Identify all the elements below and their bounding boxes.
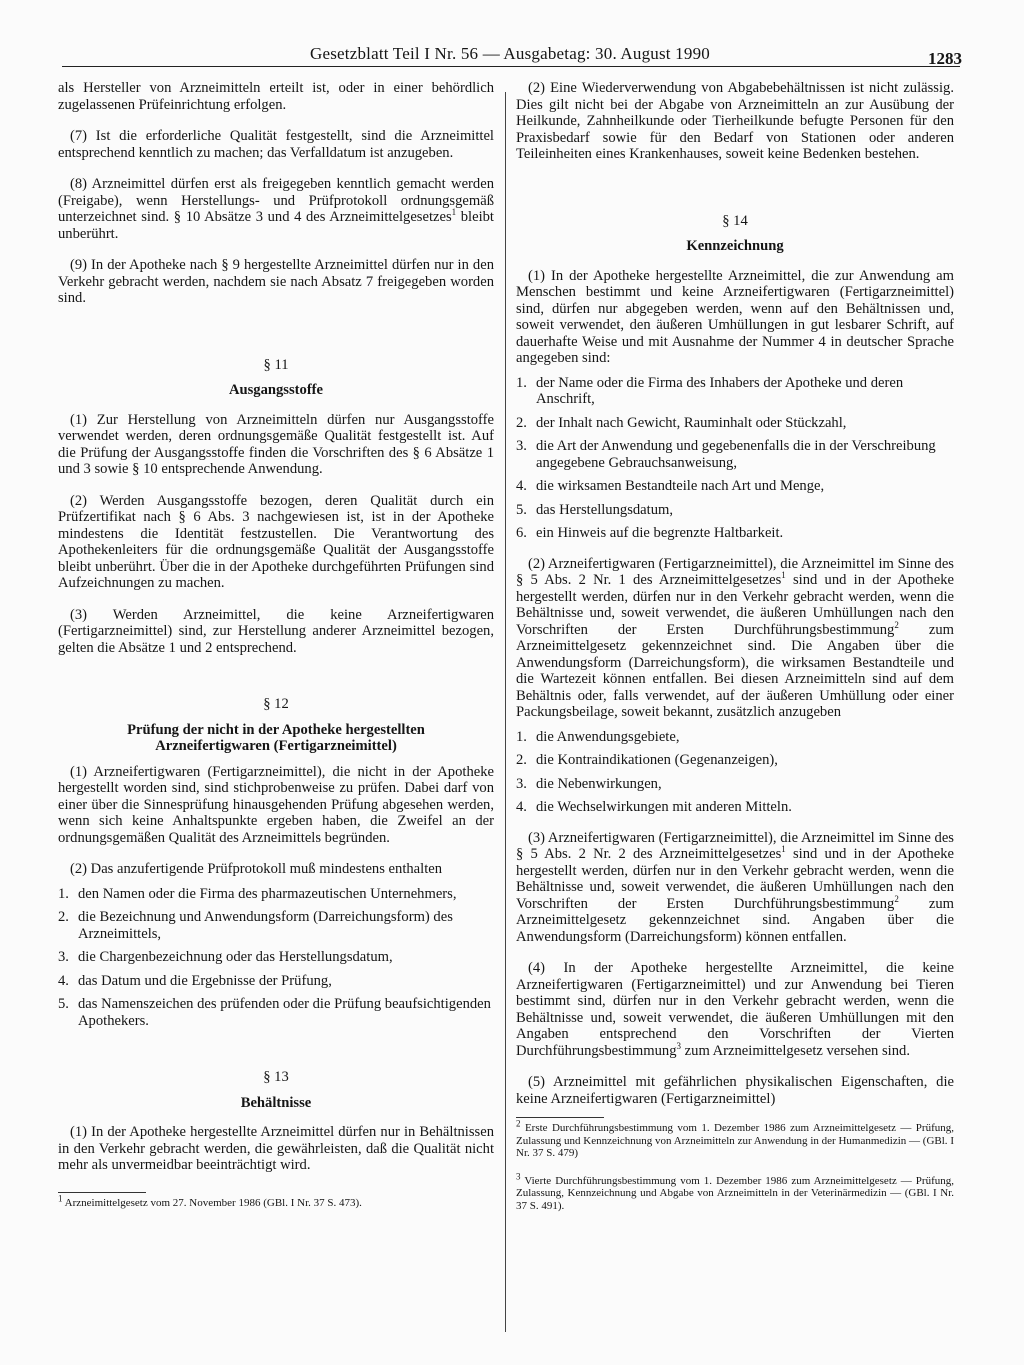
list-14-1 — [516, 375, 954, 542]
paragraph-text: zum Arzneimittelgesetz versehen sind. — [681, 1042, 910, 1059]
item-text: die Chargenbezeichnung oder das Herstellungsdatum, — [78, 949, 393, 965]
paragraph-10-7: (7) Ist die erforderliche Qualität festgestellt, sind die Arzneimittel entsprechend kenntlich zu machen; das Verfalldatum ist anzugeben. — [58, 128, 494, 161]
paragraph-11-1: (1) Zur Herstellung von Arzneimitteln dürfen nur Ausgangsstoffe verwendet werden, deren ordnungsgemäße Qualität festgestellt ist. Auf die Prüfung der Ausgangsstoffe finden die Vorschriften des § 6 Absätze 1 und 3 sowie § 10 entsprechende Anwendung. — [58, 411, 494, 477]
footnote-text: Erste Durchführungsbestimmung vom 1. Dezember 1986 zum Arzneimittelgesetz — Prüfung, Zulassung und Kennzeichnung von Arzneimitteln zur Anwendung in der Humanmedizin — (GBl. I Nr. 37 S. 479) — [516, 1122, 955, 1159]
paragraph-13-2: (2) Eine Wiederverwendung von Abgabebehältnissen ist nicht zulässig. Dies gilt nicht bei der Abgabe von Arzneimitteln an zur Ausübung der Heilkunde, Zahnheilkunde oder Tierheilkunde befugte Personen für den Praxisbedarf sowie für den Bedarf von Stationen oder anderen Teileinheiten eines Krankenhauses, soweit keine Bedenken bestehen. — [516, 80, 954, 162]
paragraph-continued: als Hersteller von Arzneimitteln erteilt ist, oder in einer behördlich zugelassenen Prüfeinrichtung erfolgen. — [58, 80, 494, 113]
paragraph-10-9: (9) In der Apotheke nach § 9 hergestellte Arzneimittel dürfen nur in den Verkehr gebracht werden, nachdem sie nach Absatz 7 freigegeben worden sind. — [58, 257, 494, 306]
paragraph-14-1: (1) In der Apotheke hergestellte Arzneimittel, die zur Anwendung am Menschen bestimmt und keine Arzneifertigwaren (Fertigarzneimittel) sind, dürfen nur abgegeben werden, wenn auf den Behältnissen und, soweit verwendet, den äußeren Umhüllungen in gut lesbarer Schrift, auf dauerhafte Weise und mit Ausnahme der Nummer 4 in deutscher Sprache angegeben sind: — [516, 267, 954, 366]
footnote-text: Arzneimittelgesetz vom 27. November 1986 (GBl. I Nr. 37 S. 473). — [64, 1196, 362, 1209]
header-rule — [62, 66, 960, 67]
section-number-11: § 11 — [263, 356, 289, 373]
gazette-title: Gesetzblatt Teil I Nr. 56 — Ausgabetag: 30. August 1990 — [310, 44, 710, 63]
paragraph-14-3 — [516, 830, 954, 946]
footnote-rule — [516, 1117, 604, 1118]
item-text: die Anwendungsgebiete, — [536, 728, 680, 745]
item-number: 2. — [58, 909, 69, 925]
item-text: den Namen oder die Firma des pharmazeutischen Unternehmers, — [78, 885, 457, 902]
list-14-2 — [516, 729, 954, 816]
paragraph-12-1: (1) Arzneifertigwaren (Fertigarzneimittel), die nicht in der Apotheke hergestellt worden sind, sind stichprobenweise zu prüfen. Dabei darf von einer über die Sinnesprüfung hinausgehenden Prüfung abgesehen werden, wenn sich keine Anhaltspunkte ergeben haben, die Zweifel an der ordnungsgemäßen Qualität des Arzneimittels begründen. — [58, 763, 494, 846]
paragraph-14-2 — [516, 556, 954, 721]
paragraph-12-2: (2) Das anzufertigende Prüfprotokoll muß mindestens enthalten — [70, 861, 443, 877]
item-text: das Namenszeichen des prüfenden oder die Prüfung beaufsichtigenden Apothekers. — [78, 996, 491, 1029]
footnote-text: Vierte Durchführungsbestimmung vom 1. Dezember 1986 zum Arzneimittelgesetz — Prüfung, Zulassung, Kennzeichnung und Abgabe von Arzneimitteln in der Veterinärmedizin — (GBl. I Nr. 37 S. 491). — [516, 1174, 955, 1212]
section-title-12: Prüfung der nicht in der Apotheke hergestellten Arzneifertigwaren (Fertigarzneimittel) — [127, 721, 425, 754]
item-number: 3. — [58, 949, 69, 965]
footnote-1 — [58, 1192, 494, 1210]
footnote-mark: 2 — [516, 1118, 521, 1129]
footnote-ref: 3 — [676, 1040, 682, 1051]
section-number-13: § 13 — [263, 1069, 289, 1085]
paragraph-text: (2) Arzneifertigwaren (Fertigarzneimittel), die Arzneimittel im Sinne des § 5 Abs. 2 Nr. 1 des Arzneimittelgesetzes — [516, 555, 954, 588]
item-text: das Herstellungsdatum, — [536, 501, 673, 518]
section-title-14: Kennzeichnung — [686, 238, 784, 254]
item-number: 5. — [516, 501, 527, 518]
item-number: 1. — [516, 728, 527, 745]
list-item — [58, 996, 494, 1029]
list-item — [516, 415, 954, 432]
footnote-rule — [58, 1192, 146, 1193]
paragraph-text: (3) Arzneifertigwaren (Fertigarzneimittel), die Arzneimittel im Sinne des § 5 Abs. 2 Nr. 2 des Arzneimittelgesetzes — [516, 829, 954, 862]
list-item — [516, 375, 954, 408]
item-number: 4. — [516, 478, 527, 494]
item-number: 2. — [516, 414, 527, 431]
item-number: 2. — [516, 752, 527, 768]
list-item — [516, 799, 954, 816]
item-text: die wirksamen Bestandteile nach Art und Menge, — [536, 478, 825, 494]
footnote-3 — [516, 1170, 955, 1213]
paragraph-14-5: (5) Arzneimittel mit gefährlichen physikalischen Eigenschaften, die keine Arzneifertigwaren (Fertigarzneimittel) — [516, 1074, 954, 1107]
section-title-11: Ausgangsstoffe — [228, 382, 324, 398]
item-number: 1. — [58, 885, 69, 902]
paragraph-text: (8) Arzneimittel dürfen erst als freigegeben kenntlich gemacht werden (Freigabe), wenn Herstellungs- und Prüfprotokoll ordnungsgemäß unterzeichnet sind. § 10 Absätze 3 und 4 des Arzneimittelgesetzes — [58, 176, 494, 225]
paragraph-13-1: (1) In der Apotheke hergestellte Arzneimittel dürfen nur in Behältnissen in den Verkehr gebracht werden, die gewährleisten, daß die Qualität nicht mehr als unvermeidbar beeinträchtigt wird. — [58, 1124, 494, 1173]
section-number-12: § 12 — [263, 696, 289, 712]
paragraph-text: (4) In der Apotheke hergestellte Arzneimittel, die keine Arzneifertigwaren (Fertigarzneimittel) und zur Anwendung bei Tieren bestimmt sind, dürfen nur in den Verkehr gebracht werden, wenn die Behältnisse und, soweit verwendet, die äußeren Umhüllungen mit den Angaben entsprechend den Vorschriften der Vierten Durchführungsbestimmung — [516, 960, 954, 1059]
paragraph-10-8 — [58, 176, 494, 242]
footnote-ref: 1 — [451, 207, 457, 218]
list-item — [516, 752, 954, 769]
footnote-ref: 2 — [894, 619, 899, 630]
item-number: 5. — [58, 996, 69, 1012]
item-number: 6. — [516, 525, 527, 541]
item-number: 3. — [516, 438, 527, 454]
item-number: 4. — [58, 972, 69, 989]
footnote-mark: 3 — [516, 1170, 521, 1181]
left-column — [58, 80, 494, 1224]
item-text: ein Hinweis auf die begrenzte Haltbarkeit. — [536, 525, 784, 541]
paragraph-14-4 — [516, 960, 954, 1059]
list-item — [58, 886, 494, 903]
column-divider — [505, 92, 506, 1332]
item-text: die Kontraindikationen (Gegenanzeigen), — [536, 752, 778, 768]
list-item — [58, 949, 494, 966]
list-item — [516, 525, 954, 542]
item-text: die Nebenwirkungen, — [536, 775, 662, 792]
item-number: 3. — [516, 775, 527, 792]
list-item — [516, 729, 954, 746]
paragraph-text: zum Arzneimittelgesetz gekennzeichnet sind. Die Angaben über die Anwendungsform (Darreichungsform), die wirksamen Bestandteile und die Wartezeit können entfallen. Bei diesen Arzneimitteln sind auf dem Behältnis oder, falls verwendet, auf der äußeren Umhüllung oder einer Packungsbeilage, soweit bekannt, zusätzlich anzugeben — [516, 621, 955, 720]
list-item — [58, 973, 494, 990]
footnote-2 — [516, 1118, 955, 1160]
item-text: die Bezeichnung und Anwendungsform (Darreichungsform) des Arzneimittels, — [78, 909, 453, 942]
paragraph-text: zum Arzneimittelgesetz gekennzeichnet sind. Angaben über die Anwendungsform (Darreichungsform) können entfallen. — [516, 895, 955, 945]
item-text: der Name oder die Firma des Inhabers der Apotheke und deren Anschrift, — [536, 374, 904, 407]
footnote-ref: 1 — [781, 570, 786, 581]
item-text: die Art der Anwendung und gegebenenfalls die in der Verschreibung angegebene Gebrauchsanweisung, — [536, 438, 936, 471]
item-text: die Wechselwirkungen mit anderen Mitteln. — [536, 799, 792, 815]
paragraph-text: sind und in der Apotheke hergestellt werden, dürfen nur in den Verkehr gebracht werden, wenn die Behältnisse und, soweit verwendet, die äußeren Umhüllungen nach den Vorschriften der Ersten Durchführungsbestimmung — [516, 572, 954, 638]
list-item — [516, 502, 954, 519]
footnote-ref: 1 — [781, 844, 786, 855]
item-number: 1. — [516, 374, 527, 391]
section-number-14: § 14 — [722, 212, 748, 229]
footnote-ref: 2 — [894, 893, 899, 904]
item-text: der Inhalt nach Gewicht, Rauminhalt oder Stückzahl, — [536, 414, 847, 431]
list-12 — [58, 886, 494, 1030]
section-title-13: Behältnisse — [240, 1094, 312, 1111]
list-item — [516, 478, 954, 495]
item-number: 4. — [516, 799, 527, 815]
item-text: das Datum und die Ergebnisse der Prüfung, — [78, 972, 332, 989]
list-item — [58, 909, 494, 942]
page-number: 1283 — [928, 49, 962, 68]
list-item — [516, 438, 954, 471]
footnote-mark: 1 — [58, 1192, 63, 1203]
paragraph-text: sind und in der Apotheke hergestellt werden, dürfen nur in den Verkehr gebracht werden, wenn die Behältnisse und, soweit verwendet, die äußeren Umhüllungen nach den Vorschriften der Ersten Durchführungsbestimmung — [516, 846, 954, 912]
right-column — [516, 80, 954, 1227]
list-item — [516, 776, 954, 793]
paragraph-11-3: (3) Werden Arzneimittel, die keine Arzneifertigwaren (Fertigarzneimittel) sind, zur Herstellung anderer Arzneimittel bezogen, gelten die Absätze 1 und 2 entsprechend. — [58, 606, 494, 656]
paragraph-text: bleibt unberührt. — [58, 209, 494, 242]
paragraph-11-2: (2) Werden Ausgangsstoffe bezogen, deren Qualität durch ein Prüfzertifikat nach § 6 Abs. 3 nachgewiesen ist, ist in der Apotheke mindestens die Identität festzustellen. Die Verantwortung des Apothekenleiters für die ordnungsgemäße Qualität der Ausgangsstoffe bleibt unberührt. Über die in der Apotheke durchgeführten Prüfungen sind Aufzeichnungen zu machen. — [58, 492, 494, 591]
